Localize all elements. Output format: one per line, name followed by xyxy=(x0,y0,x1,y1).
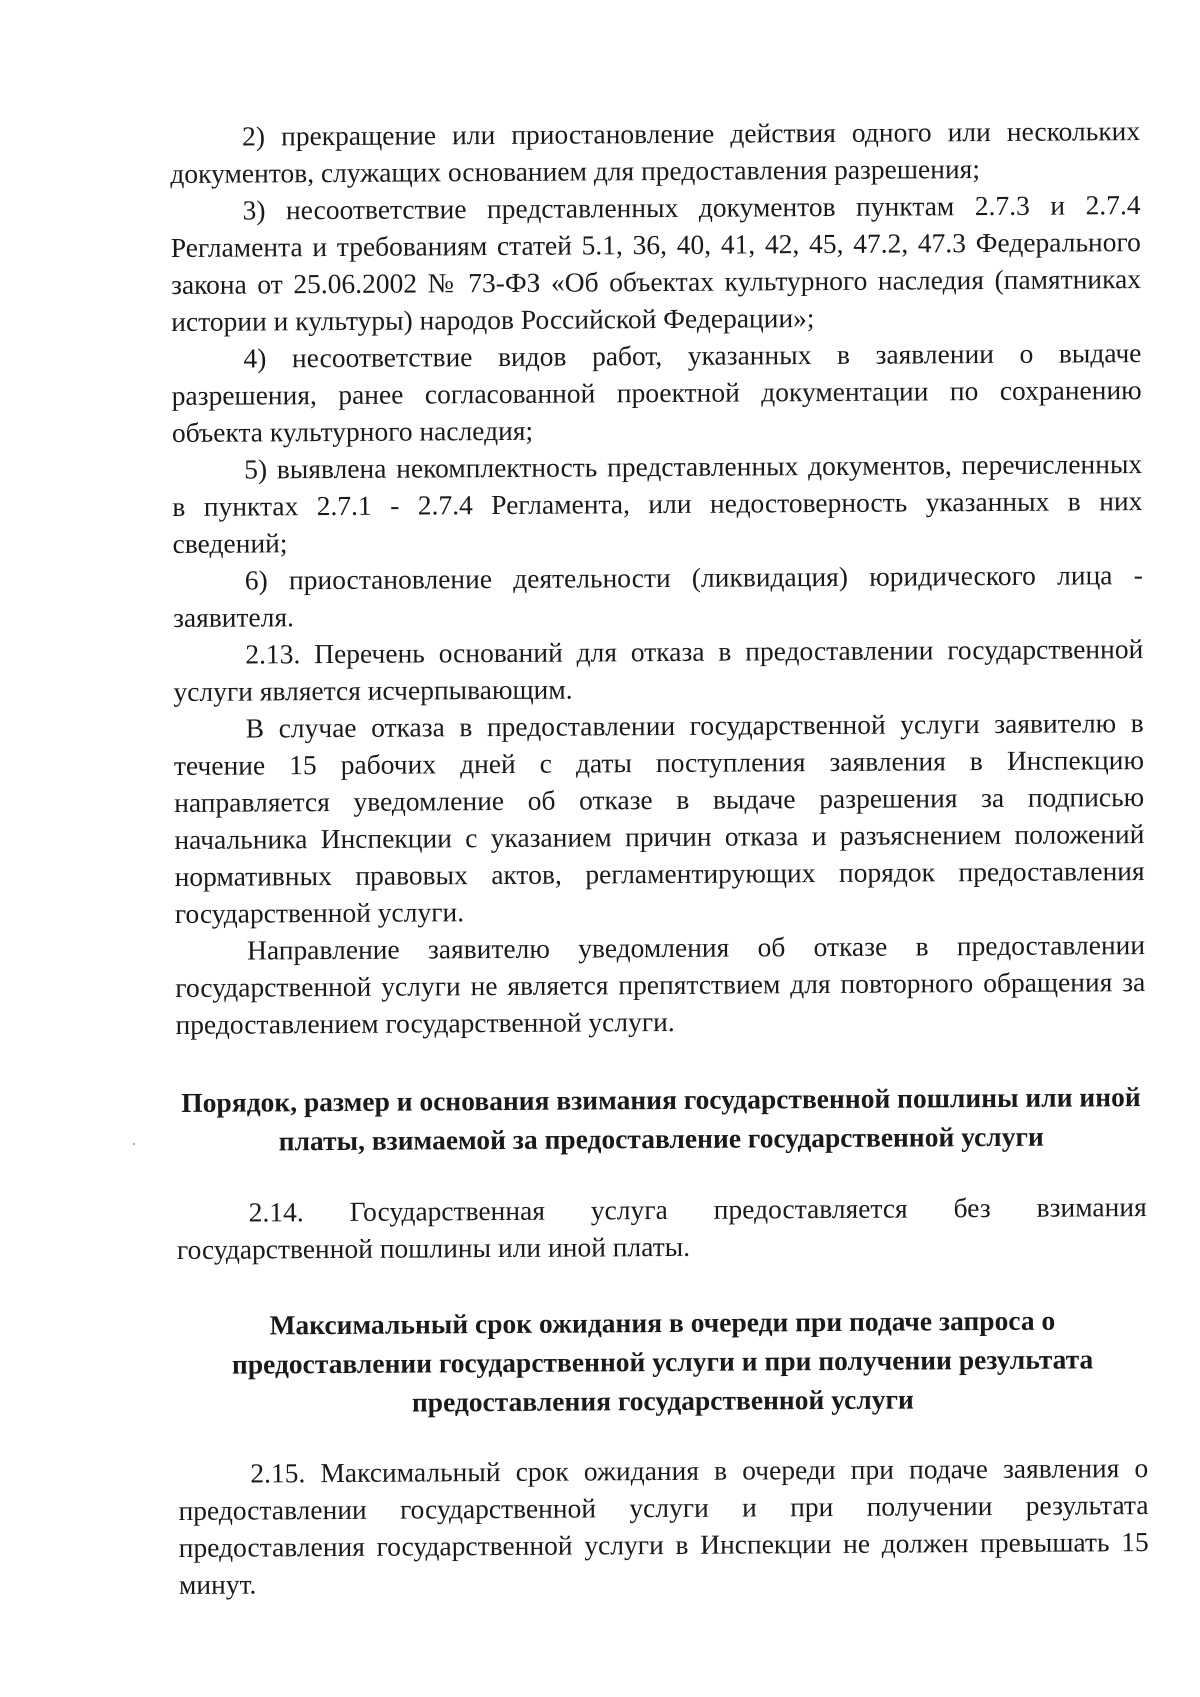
paragraph-item-2: 2) прекращение или приостановление действия одного или нескольких документов, служащих основанием для предоставления разрешения; xyxy=(170,115,1141,189)
paragraph-item-6: 6) приостановление деятельности (ликвидация) юридического лица - заявителя. xyxy=(172,559,1143,633)
paragraph-item-4: 4) несоответствие видов работ, указанных в заявлении о выдаче разрешения, ранее согласованной проектной документации по сохранению объекта культурного наследия; xyxy=(171,337,1142,448)
section-heading-queue-time: Максимальный срок ожидания в очереди при подаче запроса о предоставлении государственной услуги и при получении результата предоставления государственной услуги xyxy=(231,1304,1094,1418)
section-heading-fee: Порядок, размер и основания взимания государственной пошлины или иной платы, взимаемой за предоставление государственной услуги xyxy=(181,1081,1141,1157)
paragraph-refusal-notice: В случае отказа в предоставлении государственной услуги заявителю в течение 15 рабочих дней с даты поступления заявления в Инспекцию направляется уведомление об отказе в выдаче разрешения за подписью начальника Инспекции с указанием причин отказа и разъяснением положений нормативных правовых актов, регламентирующих порядок предоставления государственной услуги. xyxy=(173,707,1145,929)
paragraph-2-14: 2.14. Государственная услуга предоставляется без взимания государственной пошлины или иной платы. xyxy=(176,1191,1147,1265)
paragraph-2-15: 2.15. Максимальный срок ожидания в очереди при подаче заявления о предоставлении государственной услуги и при получении результата предоставления государственной услуги в Инспекции не должен превышать 15 минут. xyxy=(178,1452,1149,1600)
paragraph-item-5: 5) выявлена некомплектность представленных документов, перечисленных в пунктах 2.7.1 - 2.7.4 Регламента, или недостоверность указанных в них сведений; xyxy=(172,448,1143,559)
paragraph-item-3: 3) несоответствие представленных документов пунктам 2.7.3 и 2.7.4 Регламента и требованиям статей 5.1, 36, 40, 41, 42, 45, 47.2, 47.3 Федерального закона от 25.06.2002 № 73-ФЗ «Об объектах культурного наследия (памятниках истории и культуры) народов Российской Федерации»; xyxy=(170,189,1142,337)
paragraph-2-13: 2.13. Перечень оснований для отказа в предоставлении государственной услуги является исчерпывающим. xyxy=(173,633,1144,707)
scan-speck xyxy=(133,1143,135,1145)
paragraph-refusal-not-obstacle: Направление заявителю уведомления об отказе в предоставлении государственной услуги не является препятствием для повторного обращения за предоставлением государственной услуги. xyxy=(175,929,1146,1040)
document-page xyxy=(170,112,1149,1603)
